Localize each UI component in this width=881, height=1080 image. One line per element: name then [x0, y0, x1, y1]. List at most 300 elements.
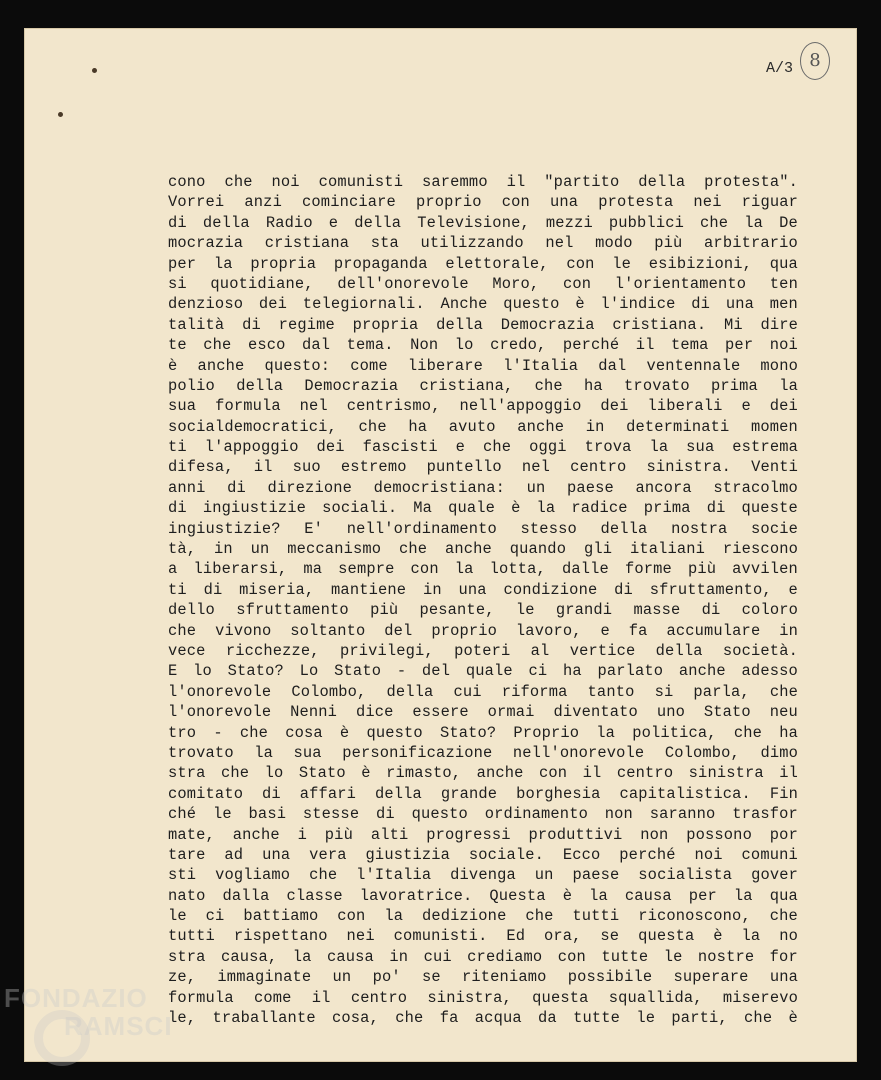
text-word: qua [769, 254, 798, 273]
text-line [168, 682, 798, 702]
text-word: le [663, 947, 683, 966]
text-word: alti [370, 825, 409, 844]
text-word: di [376, 805, 395, 824]
text-word: rispettano [233, 927, 328, 946]
text-word: mocrazia [168, 234, 244, 253]
text-word: in [389, 947, 409, 966]
text-line [168, 498, 798, 518]
text-word: squallida, [608, 988, 703, 1007]
text-line [168, 886, 798, 906]
text-word: sfruttamento [236, 601, 349, 620]
text-word: della [386, 682, 434, 701]
text-word: personificazione [342, 743, 493, 762]
text-word: la [254, 743, 273, 762]
text-word: riforma [501, 682, 568, 701]
text-word: di [701, 601, 721, 620]
text-word: ti [168, 438, 187, 457]
text-word: basi [248, 805, 287, 824]
text-line [168, 723, 798, 743]
text-word: Democrazia [500, 315, 595, 334]
text-word: vera [309, 845, 347, 864]
text-word: lo [264, 764, 284, 783]
text-word: E [168, 662, 178, 681]
text-word: vece [168, 641, 206, 660]
text-word: più [370, 601, 399, 620]
text-word: liberarsi, [193, 560, 288, 579]
text-word: della [374, 784, 422, 803]
text-word: di [614, 580, 633, 599]
text-word: il [779, 764, 798, 783]
text-word: cui [453, 682, 482, 701]
text-word: proprio [431, 621, 498, 640]
text-word: ingiustizie [202, 499, 307, 518]
text-word: avvilen [732, 560, 798, 579]
text-word: ti [168, 580, 187, 599]
text-word: Ed [506, 927, 526, 946]
text-word: oggi [529, 438, 567, 457]
text-word: Ma [413, 499, 433, 518]
text-line [168, 784, 798, 804]
text-word: che [534, 376, 563, 395]
text-word: pubblici [608, 213, 684, 232]
text-line [168, 396, 798, 416]
text-word: dice [355, 703, 394, 722]
body-text [168, 172, 798, 1028]
text-word: Stato [298, 764, 346, 783]
text-word: italiani [629, 540, 706, 559]
text-word: lo [454, 336, 474, 355]
text-word: prima [643, 499, 691, 518]
text-word: te [168, 336, 187, 355]
text-word: propaganda [333, 254, 428, 273]
text-word: battiamo [243, 907, 319, 926]
text-word: poteri [454, 641, 511, 660]
text-word: ci [205, 907, 225, 926]
text-word: il [582, 764, 602, 783]
text-word: tutti [168, 927, 215, 946]
text-word: con [557, 947, 586, 966]
text-word: comunisti [318, 173, 404, 191]
text-word: politica, [632, 723, 717, 742]
text-word: ze, [168, 968, 197, 987]
text-word: noi [769, 336, 798, 355]
text-word: che [168, 621, 197, 640]
text-word: un [534, 866, 554, 885]
text-word: di [168, 499, 187, 518]
text-word: cono [168, 173, 206, 191]
text-word: Stato [703, 703, 751, 722]
text-word: masse [633, 601, 681, 620]
text-word: nei [346, 927, 375, 946]
text-word: una [458, 580, 487, 599]
text-word: borghesia [516, 784, 601, 803]
text-word: divenga [450, 866, 516, 885]
text-word: grande [440, 784, 498, 803]
text-word: fascisti [362, 438, 438, 457]
text-line [168, 233, 798, 253]
text-word: causa [326, 947, 374, 966]
text-word: ora, [543, 927, 582, 946]
text-word: sti [168, 866, 197, 885]
text-word: quotidiane, [210, 274, 314, 293]
text-word: mono [760, 356, 798, 375]
text-word: immaginate [217, 968, 312, 987]
text-line [168, 559, 798, 579]
text-word: privilegi, [339, 641, 434, 660]
text-word: protesta [598, 193, 674, 212]
text-word: Fin [769, 784, 798, 803]
text-word: Vorrei [168, 193, 225, 212]
text-word: una [725, 295, 754, 314]
text-word: Stato? [439, 723, 497, 742]
text-word: ha [562, 662, 582, 681]
text-word: del [384, 621, 413, 640]
text-word: di [691, 295, 711, 314]
text-word: a [168, 560, 178, 579]
watermark-line-2: RAMSCI [64, 1011, 173, 1041]
text-word: parti, [671, 1009, 728, 1028]
text-word: in [585, 417, 605, 436]
text-word: Mi [723, 315, 743, 334]
text-word: acqua [474, 1009, 522, 1028]
text-word: l'Italia [356, 866, 432, 885]
text-line [168, 906, 798, 926]
text-word: meccanismo [287, 540, 382, 559]
text-word: Non [410, 336, 439, 355]
text-word: è [562, 886, 573, 905]
text-word: che [203, 336, 232, 355]
text-word: l'orientamento [614, 274, 747, 293]
text-word: le [612, 254, 632, 273]
text-word: for [769, 947, 798, 966]
text-word: no [779, 927, 798, 946]
text-word: in [422, 580, 442, 599]
text-word: in [779, 621, 798, 640]
text-word: in [214, 540, 233, 559]
text-word: è [788, 1009, 798, 1028]
text-word: esibizioni, [648, 254, 752, 273]
text-word: talità [168, 315, 225, 334]
text-word: parla, [693, 682, 750, 701]
text-word: vertice [569, 641, 636, 660]
text-word: paese [566, 478, 614, 497]
text-word: una [262, 845, 291, 864]
text-word: formula [168, 988, 234, 1007]
text-word: dimo [760, 743, 798, 762]
text-line [168, 356, 798, 376]
text-word: che [395, 1009, 424, 1028]
text-word: utilizzando [420, 234, 524, 253]
text-word: soltanto [290, 621, 366, 640]
text-word: come [253, 988, 292, 1007]
text-word: dei [769, 397, 798, 416]
text-word: gli [583, 540, 613, 559]
text-word: liberare [407, 356, 483, 375]
text-word: momen [750, 417, 798, 436]
text-word: anche [444, 540, 492, 559]
text-word: pesante, [419, 601, 495, 620]
text-word: si [168, 274, 187, 293]
text-word: che [700, 213, 729, 232]
text-word: con [337, 907, 366, 926]
text-word: tà, [168, 540, 197, 559]
text-word: società. [722, 641, 798, 660]
text-word: trovato [624, 376, 690, 395]
text-word: e [455, 438, 466, 457]
text-word: che [744, 1009, 773, 1028]
text-word: un [250, 540, 270, 559]
text-word: anni [168, 478, 206, 497]
text-word: che [733, 723, 763, 742]
text-word: della [655, 641, 703, 660]
text-word: fa [439, 1009, 459, 1028]
text-word: è [339, 723, 350, 742]
text-word: quale [448, 499, 496, 518]
text-word: credo, [490, 336, 547, 355]
text-word: por [769, 825, 798, 844]
text-word: stracolmo [713, 478, 798, 497]
text-word: anzi [244, 193, 282, 212]
text-word: socialdemocratici, [168, 417, 337, 436]
text-word: lavoratrice. [359, 886, 473, 905]
text-word: men [769, 295, 798, 314]
text-word: avuto [448, 417, 496, 436]
text-word: causa [624, 886, 672, 905]
text-word: gover [751, 866, 798, 885]
text-word: che [358, 417, 387, 436]
text-word: la [733, 886, 753, 905]
text-word: stra [168, 947, 206, 966]
text-word: condizione [503, 580, 598, 599]
text-line [168, 335, 798, 355]
text-word: le [168, 907, 187, 926]
text-word: della [236, 376, 284, 395]
text-word: nato [168, 886, 206, 905]
text-word: forme [624, 560, 672, 579]
text-word: quando [509, 540, 567, 559]
text-word: propria [352, 315, 419, 334]
text-word: che [224, 173, 253, 191]
text-line [168, 743, 798, 763]
text-line [168, 621, 798, 641]
text-word: anche [678, 662, 726, 681]
text-word: anche [197, 356, 245, 375]
text-word: Venti [751, 458, 798, 477]
text-word: produttivi [528, 825, 623, 844]
text-word: riescono [722, 540, 798, 559]
text-word: è [361, 764, 371, 783]
text-word: cui [423, 947, 452, 966]
text-word: Proprio [513, 723, 580, 742]
text-word: con [562, 274, 592, 293]
text-line [168, 804, 798, 824]
page-folio: A/3 [766, 60, 794, 77]
text-word: sociali. [322, 499, 398, 518]
text-line [168, 763, 798, 783]
text-word: al [530, 641, 550, 660]
text-word: e [600, 621, 610, 640]
text-word: dalle [561, 560, 609, 579]
text-word: mezzi [545, 213, 593, 232]
text-word: elettorale, [445, 254, 549, 273]
text-word: cosa [285, 723, 323, 742]
text-word: dal [598, 356, 627, 375]
text-word: stesse [302, 805, 360, 824]
text-word: dedizione [421, 907, 507, 926]
text-word: nell'appoggio [459, 397, 582, 416]
text-word: con [539, 764, 568, 783]
text-word: centrismo, [346, 397, 441, 416]
text-word: il [311, 988, 331, 1007]
text-word: che [221, 764, 250, 783]
text-word: dei [600, 397, 629, 416]
text-word: anche [232, 825, 280, 844]
text-word: da [538, 1009, 557, 1028]
text-word: De [779, 213, 798, 232]
watermark-line-1: FONDAZIO [4, 983, 148, 1013]
text-word: possibile [567, 968, 653, 987]
text-word: Colombo, [291, 682, 367, 701]
text-word: di [262, 784, 281, 803]
text-word: questo [503, 295, 560, 314]
text-word: saranno [649, 805, 716, 824]
text-word: la [649, 438, 669, 457]
text-word: democristiana: [373, 478, 505, 497]
text-word: ingiustizie? [168, 519, 281, 538]
text-word: vivono [215, 621, 272, 640]
text-word: trasfor [732, 805, 798, 824]
text-word: se [600, 927, 620, 946]
text-word: nel [545, 234, 574, 253]
text-word: più [687, 560, 717, 579]
text-word: prima [711, 376, 758, 395]
text-word: l'appoggio [204, 438, 299, 457]
text-word: socie [751, 519, 798, 538]
text-word: crediamo [467, 947, 543, 966]
text-word: il [253, 458, 273, 477]
text-word: centro [350, 988, 408, 1007]
text-word: - [396, 662, 407, 681]
text-word: determinati [626, 417, 730, 436]
text-word: le [636, 1009, 656, 1028]
text-word: ha [584, 376, 603, 395]
text-word: che [769, 682, 798, 701]
text-word: la [744, 213, 764, 232]
text-word: queste [741, 499, 798, 518]
text-word: accumulare [666, 621, 761, 640]
text-word: cominciare [302, 193, 396, 212]
text-word: centro [616, 764, 674, 783]
text-line [168, 926, 798, 946]
circled-page-number: 8 [800, 42, 830, 80]
text-word: non [604, 805, 633, 824]
text-word: protesta". [704, 173, 798, 191]
text-word: la [292, 947, 312, 966]
text-word: il [506, 173, 526, 191]
text-word: regime [278, 315, 335, 334]
text-word: arbitrario [704, 234, 798, 253]
text-word: polio [168, 376, 215, 395]
text-word: che [525, 907, 554, 926]
text-line [168, 417, 798, 437]
text-word: che [398, 540, 428, 559]
text-line [168, 539, 798, 559]
text-word: sua [168, 397, 197, 416]
text-word: fa [628, 621, 648, 640]
text-word: rimasto, [386, 764, 462, 783]
text-word: adesso [741, 662, 798, 681]
text-word: per [725, 336, 754, 355]
text-word: possono [686, 825, 752, 844]
text-line [168, 457, 798, 477]
text-word: Questa [489, 886, 546, 905]
text-word: se [421, 968, 441, 987]
text-word: con [410, 560, 439, 579]
text-word: di [203, 580, 223, 599]
text-word: diventato [553, 703, 638, 722]
text-word: Televisione, [417, 213, 530, 232]
text-word: telegiornali. [302, 295, 425, 314]
text-word: ricchezze, [225, 641, 320, 660]
text-line [168, 519, 798, 539]
text-word: anche [476, 764, 524, 783]
text-word: più [654, 234, 683, 253]
text-word: dei [258, 295, 288, 314]
text-line [168, 274, 798, 294]
paper-stain [92, 68, 97, 73]
text-word: "partito [544, 173, 620, 191]
text-line [168, 315, 798, 335]
text-word: non [640, 825, 669, 844]
text-word: ha [408, 417, 428, 436]
text-word: ancora [635, 478, 692, 497]
text-word: della [600, 519, 648, 538]
text-word: socialista [638, 866, 733, 885]
text-word: trovato [168, 743, 234, 762]
text-word: mantiene [331, 580, 407, 599]
text-word: Radio [265, 213, 313, 232]
text-word: della [638, 173, 686, 191]
text-line [168, 988, 798, 1008]
text-word: cristiana, [419, 376, 514, 395]
text-word: E' [304, 519, 324, 538]
text-word: stra [168, 764, 206, 783]
text-word: tema [671, 336, 709, 355]
text-word: Ecco [562, 845, 601, 864]
text-word: affari [299, 784, 357, 803]
text-word: perché [619, 845, 676, 864]
text-word: questo [411, 805, 468, 824]
text-line [168, 865, 798, 885]
text-word: superare [673, 968, 749, 987]
text-word: con [566, 254, 595, 273]
text-word: tro [168, 723, 197, 742]
text-line [168, 702, 798, 722]
text-word: denzioso [168, 295, 244, 314]
text-line [168, 192, 798, 212]
text-word: con [501, 193, 530, 212]
text-word: sinistra [688, 764, 764, 783]
text-word: nel [299, 397, 328, 416]
text-word: questo [366, 723, 423, 742]
text-word: Moro, [492, 274, 540, 293]
text-word: suo [292, 458, 321, 477]
text-line [168, 213, 798, 233]
text-word: questa [532, 988, 589, 1007]
text-word: estrema [732, 438, 798, 457]
text-word: ci [528, 662, 548, 681]
text-word: miserevo [722, 988, 798, 1007]
